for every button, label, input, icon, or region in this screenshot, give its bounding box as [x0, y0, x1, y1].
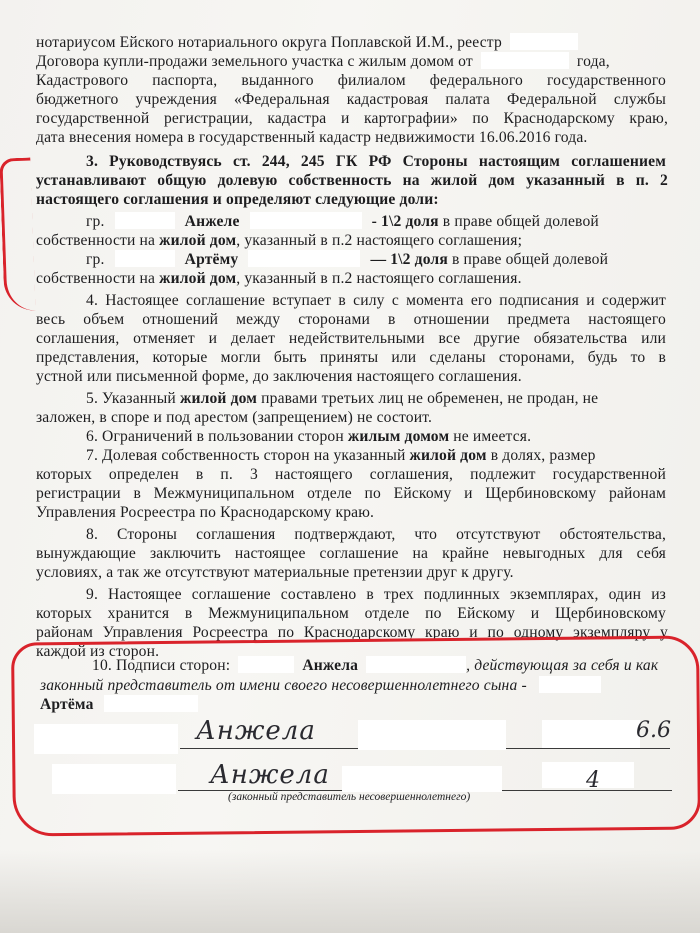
share-value: - 1\2 доля [371, 213, 439, 230]
handwritten-signature: Анжела [210, 760, 330, 790]
owner-name: Анжеле [184, 213, 240, 230]
owner-name: Артёму [184, 251, 239, 268]
text-line-content: жилой дом [179, 390, 258, 407]
text-line [86, 427, 531, 446]
text-line: соглашения, отменяет и делает недействительными все другие обязательства или [36, 330, 666, 347]
photo-shadow [0, 850, 700, 933]
text-line-content: , действующая за себя и как [466, 657, 659, 674]
text-line: 4. Настоящее соглашение вступает в силу с момента его подписания и содержит [86, 292, 666, 309]
text-line-content: собственности на [36, 270, 156, 287]
text-line-content: в праве общей долевой [442, 213, 599, 230]
handwritten-date: 6.6 [636, 718, 671, 743]
handwritten-date: 4 [586, 768, 600, 793]
text-line-content: жилым домом [347, 428, 450, 445]
text-line: условиях, а так же отсутствуют материальные претензии друг к другу. [36, 564, 514, 581]
text-line [36, 52, 610, 71]
text-line: которых определен в п. 3 настоящего соглашения, подлежит государственной [36, 466, 666, 483]
text-line-content: года, [576, 53, 610, 70]
text-line [86, 446, 596, 465]
text-line: районам Управления Росреестра по Краснодарскому краю и по одному экземпляру у [36, 624, 668, 641]
redaction [481, 52, 569, 69]
text-line: 3. Руководствуясь ст. 244, 245 ГК РФ Стороны настоящим соглашением [86, 153, 666, 170]
text-line: 8. Стороны соглашения подтверждают, что отсутствуют обстоятельства, [86, 526, 666, 543]
text-line [36, 33, 578, 52]
text-line: вынуждающие заключить настоящее соглашение на крайне невыгодных для себя [36, 545, 666, 562]
text-line: каждой из сторон. [36, 643, 160, 660]
signer-name: Анжела [302, 657, 359, 674]
text-line-content: в праве общей долевой [451, 251, 609, 268]
text-line-content: жилой дом [159, 232, 237, 249]
text-line-content: законный представитель от имени своего несовершеннолетнего сына - [40, 677, 527, 694]
text-line-content: жилой дом [409, 447, 487, 464]
text-line-content: гр. [86, 251, 105, 268]
text-line-content: собственности на [36, 232, 156, 249]
text-line: настоящего соглашения и определяют следующие доли: [36, 191, 439, 208]
red-annotation-box [11, 635, 700, 836]
red-annotation-bracket [0, 158, 36, 312]
text-line: 9. Настоящее соглашение составлено в трех подлинных экземплярах, один из [86, 586, 666, 603]
redaction [115, 212, 175, 229]
redaction [510, 33, 578, 50]
text-line: государственной регистрации, кадастра и картографии» по Краснодарскому краю, [36, 110, 668, 127]
text-line: бюджетного учреждения «Федеральная кадастровая палата Федеральной службы [36, 91, 666, 108]
text-line [86, 389, 598, 408]
redaction [115, 250, 175, 267]
text-line: которых хранится в Межмуниципальном отделе по Ейскому и Щербиновскому [36, 605, 666, 622]
text-line-content: 7. Долевая собственность сторон на указанный [86, 447, 406, 464]
text-line-content: нотариусом Ейского нотариального округа Поплавской И.М., реестр [36, 34, 502, 51]
handwritten-signature: Анжела [196, 716, 316, 746]
text-line-content: , указанный в п.2 настоящего соглашения; [236, 232, 523, 249]
share-value: — 1\2 доля [370, 251, 448, 268]
text-line-content: , указанный в п.2 настоящего соглашения. [236, 270, 522, 287]
text-line [36, 269, 522, 288]
redaction [248, 250, 360, 267]
text-line-content: правами третьих лиц не обременен, не продан, не [261, 390, 599, 407]
text-line-content: в долях, размер [490, 447, 596, 464]
text-line: устанавливают общую долевую собственность на жилой дом указанный в п. 2 [36, 172, 668, 189]
text-line: регистрации в Межмуниципальном отделе по Ейскому и Щербиновскому районам [36, 485, 666, 502]
text-line-content: гр. [86, 213, 105, 230]
signer-name: Артёма [40, 696, 94, 713]
text-line: Управления Росреестра по Краснодарскому краю. [36, 504, 375, 521]
text-line-content: не имеется. [453, 428, 532, 445]
text-line [36, 231, 522, 250]
redaction [250, 212, 362, 229]
share-line [86, 250, 608, 269]
text-line: Кадастрового паспорта, выданного филиалом федерального государственного [36, 72, 666, 89]
text-line-content: 5. Указанный [86, 390, 176, 407]
text-line: заложен, в споре и под арестом (запрещением) не состоит. [36, 409, 433, 426]
text-line-content: 6. Ограничений в пользовании сторон [86, 428, 344, 445]
text-line: весь объем отношений между сторонами в отношении предмета настоящего [36, 311, 666, 328]
text-line: устной или письменной форме, до заключения настоящего соглашения. [36, 368, 522, 385]
text-line: представления, которые могли быть приняты или сделаны сторонами, будь то в [36, 349, 666, 366]
share-line [86, 212, 599, 231]
signature-caption: (законный представитель несовершеннолетнего) [228, 791, 471, 803]
text-line-content: Договора купли-продажи земельного участка с жилым домом от [36, 53, 473, 70]
text-line-content: 10. Подписи сторон: [92, 657, 231, 674]
text-line: дата внесения номера в государственный кадастр недвижимости 16.06.2016 года. [36, 129, 588, 146]
text-line-content: жилой дом [159, 270, 237, 287]
